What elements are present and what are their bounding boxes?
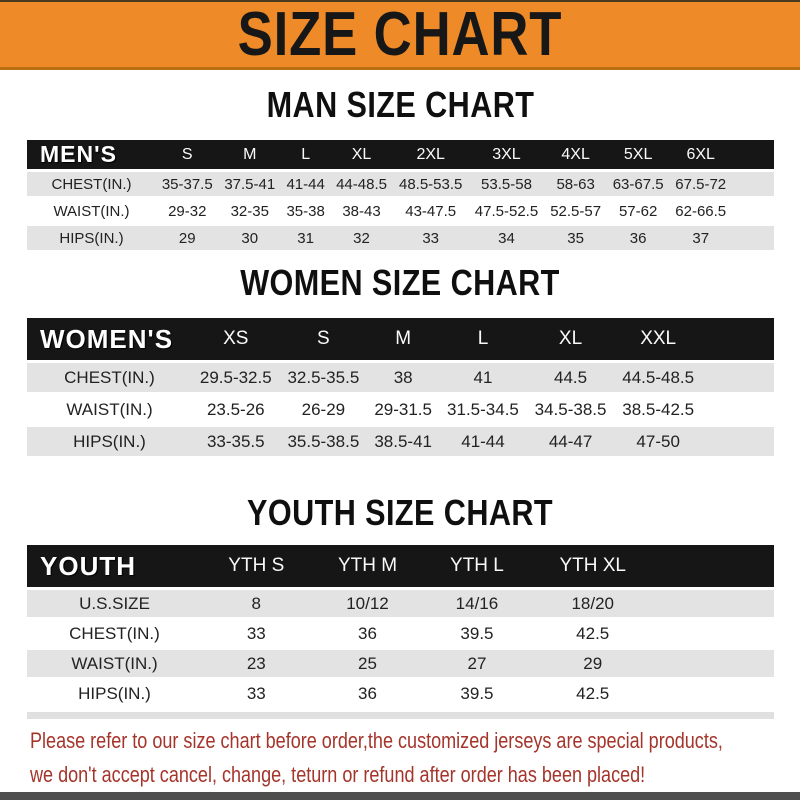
cell-value: 34.5-38.5 — [534, 399, 607, 419]
cell-value: 35.5-38.5 — [287, 431, 360, 451]
cell-value: 37.5-41 — [224, 175, 276, 193]
cell-value: 62-66.5 — [675, 202, 727, 220]
cell-value: 35 — [567, 229, 584, 247]
cell-value: 36 — [629, 229, 647, 247]
cell-value: 44-48.5 — [336, 175, 387, 193]
cell-value: 27 — [467, 653, 487, 673]
women-size-table — [27, 315, 774, 459]
cell-value: 23 — [246, 653, 266, 673]
column-header: 3XL — [492, 145, 521, 163]
row-label: CHEST(IN.) — [51, 175, 132, 193]
cell-value: 47-50 — [636, 431, 680, 451]
table-title-cell: WOMEN'S — [40, 323, 174, 354]
cell-value: 38-43 — [342, 202, 381, 220]
cell-value: 52.5-57 — [550, 202, 602, 220]
table-row — [27, 620, 774, 647]
spacer-cell — [702, 318, 774, 360]
column-header: L — [477, 328, 489, 349]
cell-value: 26-29 — [301, 399, 346, 419]
cell-value: 25 — [358, 653, 377, 673]
spacer-cell — [656, 680, 774, 707]
table-row — [27, 427, 774, 456]
spacer-cell — [732, 172, 774, 196]
table-header-row — [27, 318, 774, 360]
cell-value: 23.5-26 — [206, 399, 265, 419]
cell-value: 67.5-72 — [675, 175, 727, 193]
table-header-row — [27, 140, 774, 169]
bottom-edge-strip — [0, 792, 800, 800]
cell-value: 29-32 — [168, 202, 207, 220]
disclaimer-line-2: we don't accept cancel, change, teturn or refund after order has been placed! — [30, 762, 646, 787]
cell-value: 42.5 — [576, 683, 610, 703]
cell-value: 41-44 — [286, 175, 325, 193]
youth-chart-heading — [0, 492, 800, 534]
column-header: YTH XL — [559, 555, 626, 576]
cell-value: 35-38 — [286, 202, 325, 220]
cell-value: 43-47.5 — [405, 202, 457, 220]
column-header: S — [317, 328, 330, 349]
cell-value: 57-62 — [618, 202, 658, 220]
youth-chart-heading-text: YOUTH SIZE CHART — [246, 492, 553, 533]
cell-value: 44.5-48.5 — [622, 367, 695, 387]
cell-value: 33 — [246, 683, 266, 703]
cell-value: 41 — [473, 367, 493, 387]
cell-value: 33 — [422, 229, 440, 247]
row-label: HIPS(IN.) — [73, 431, 146, 451]
spacer-cell — [656, 590, 774, 617]
cell-value: 29 — [583, 653, 603, 673]
cell-value: 34 — [498, 229, 515, 247]
cell-value: 39.5 — [460, 683, 494, 703]
cell-value: 44.5 — [554, 367, 588, 387]
table-title-cell: YOUTH — [40, 550, 136, 581]
cell-value: 32-35 — [230, 202, 269, 220]
column-header: YTH S — [228, 555, 285, 576]
column-header: 4XL — [561, 145, 590, 163]
spacer-cell — [702, 395, 774, 424]
cell-value: 31.5-34.5 — [447, 399, 519, 419]
cell-value: 33-35.5 — [206, 431, 265, 451]
cell-value: 42.5 — [576, 623, 610, 643]
column-header: L — [301, 145, 311, 163]
cell-value: 18/20 — [571, 593, 614, 613]
cell-value: 63-67.5 — [612, 175, 664, 193]
size-chart-banner — [0, 0, 800, 70]
youth-size-table — [27, 542, 774, 710]
cell-value: 31 — [297, 229, 314, 247]
cell-value: 8 — [251, 593, 261, 613]
column-header: XS — [223, 328, 249, 349]
spacer-cell — [732, 140, 774, 169]
table-row — [27, 395, 774, 424]
cell-value: 38.5-41 — [374, 431, 432, 451]
column-header: S — [181, 145, 193, 163]
table-row — [27, 650, 774, 677]
row-label: HIPS(IN.) — [59, 229, 124, 247]
table-row — [27, 172, 774, 196]
table-row — [27, 363, 774, 392]
column-header: 2XL — [416, 145, 445, 163]
cell-value: 41-44 — [461, 431, 505, 451]
cell-value: 32 — [353, 229, 370, 247]
spacer-cell — [702, 363, 774, 392]
row-label: WAIST(IN.) — [66, 399, 153, 419]
column-header: XL — [558, 328, 583, 349]
cell-value: 44-47 — [548, 431, 593, 451]
table-row — [27, 199, 774, 223]
cell-value: 32.5-35.5 — [287, 367, 360, 387]
column-header: YTH M — [337, 555, 398, 576]
cell-value: 35-37.5 — [161, 175, 213, 193]
cell-value: 39.5 — [460, 623, 494, 643]
spacer-cell — [656, 620, 774, 647]
order-disclaimer — [30, 724, 795, 792]
column-header: M — [395, 328, 412, 349]
column-header: XXL — [640, 328, 677, 349]
spacer-cell — [732, 199, 774, 223]
row-label: WAIST(IN.) — [53, 202, 130, 220]
cell-value: 53.5-58 — [481, 175, 532, 193]
cell-value: 48.5-53.5 — [398, 175, 463, 193]
women-chart-heading-text: WOMEN SIZE CHART — [240, 262, 560, 303]
men-size-table — [27, 137, 774, 253]
column-header: 6XL — [686, 145, 715, 163]
cell-value: 36 — [358, 623, 377, 643]
cell-value: 29.5-32.5 — [199, 367, 272, 387]
cell-value: 29 — [178, 229, 196, 247]
row-label: WAIST(IN.) — [71, 653, 158, 673]
cell-value: 58-63 — [556, 175, 595, 193]
spacer-cell — [702, 427, 774, 456]
disclaimer-line-1: Please refer to our size chart before order,the customized jerseys are special products, — [30, 728, 723, 753]
spacer-cell — [656, 545, 774, 587]
row-label: CHEST(IN.) — [64, 367, 155, 387]
women-chart-heading — [0, 262, 800, 304]
column-header: YTH L — [450, 555, 504, 576]
table-row — [27, 680, 774, 707]
cell-value: 10/12 — [346, 593, 389, 613]
cell-value: 33 — [246, 623, 266, 643]
column-header: XL — [351, 145, 372, 163]
cell-value: 37 — [692, 229, 710, 247]
table-title-cell: MEN'S — [40, 141, 117, 167]
column-header: 5XL — [623, 145, 653, 163]
table-row — [27, 226, 774, 250]
youth-table-bottom-divider — [27, 712, 774, 719]
cell-value: 29-31.5 — [374, 399, 432, 419]
banner-title: SIZE CHART — [237, 0, 563, 69]
row-label: U.S.SIZE — [79, 593, 150, 613]
man-chart-heading-text: MAN SIZE CHART — [266, 84, 534, 125]
row-label: HIPS(IN.) — [78, 683, 151, 703]
cell-value: 14/16 — [455, 593, 499, 613]
cell-value: 30 — [241, 229, 259, 247]
cell-value: 47.5-52.5 — [474, 202, 539, 220]
column-header: M — [243, 145, 257, 163]
cell-value: 38 — [393, 367, 413, 387]
man-chart-heading — [0, 84, 800, 126]
spacer-cell — [732, 226, 774, 250]
row-label: CHEST(IN.) — [69, 623, 160, 643]
table-row — [27, 590, 774, 617]
cell-value: 38.5-42.5 — [622, 399, 695, 419]
cell-value: 36 — [358, 683, 377, 703]
table-header-row — [27, 545, 774, 587]
spacer-cell — [656, 650, 774, 677]
